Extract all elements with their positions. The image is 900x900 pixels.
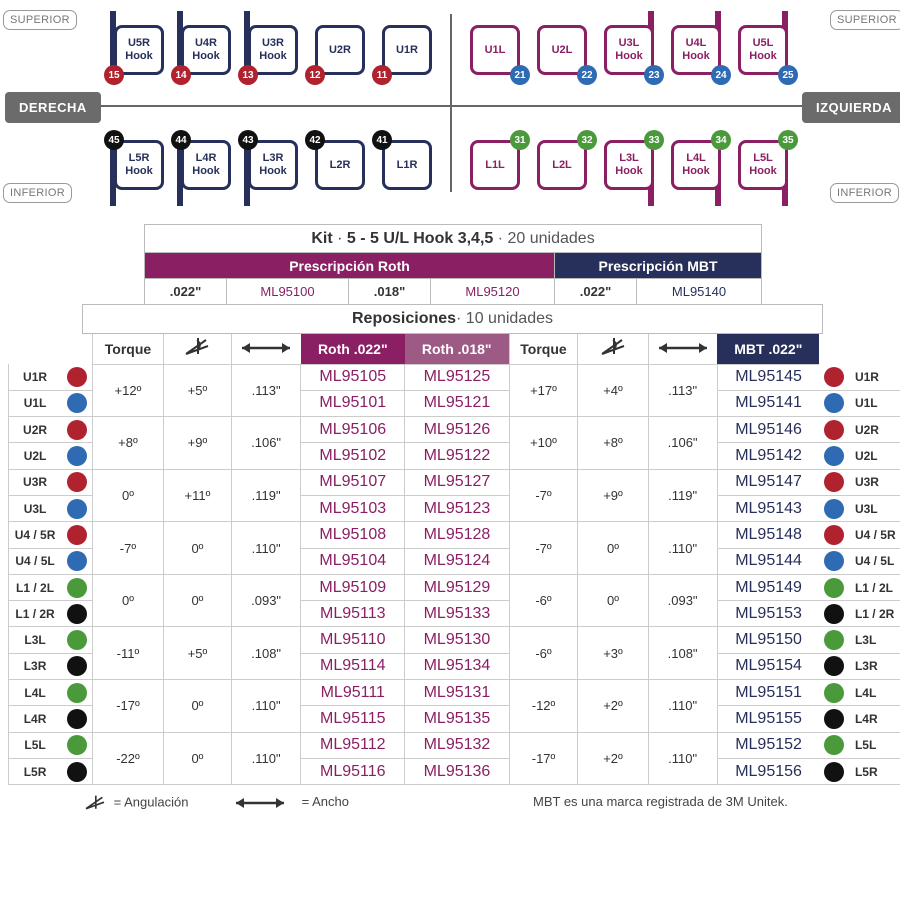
tooth-code: L5L [753, 152, 773, 164]
tooth-label: L5L [849, 732, 900, 758]
angulation2-value: +3º [578, 627, 648, 680]
roth-022-code: ML95102 [301, 443, 405, 469]
color-dot-cell [61, 758, 92, 784]
tooth-number-badge: 44 [171, 130, 191, 150]
color-dot-cell [819, 732, 849, 758]
vertical-axis [450, 14, 452, 192]
superior-tag-left: SUPERIOR [3, 10, 77, 30]
color-dot-cell [819, 522, 849, 548]
color-dot-cell [819, 469, 849, 495]
roth-022-code: ML95113 [301, 601, 405, 627]
width-value: .110" [232, 680, 301, 733]
torque-value: -11º [93, 627, 164, 680]
tooth-number-badge: 14 [171, 65, 191, 85]
table-row [9, 732, 900, 758]
width2-value: .119" [648, 469, 717, 522]
roth-018-code: ML95130 [405, 627, 509, 653]
color-dot-cell [61, 495, 92, 521]
tooth-label: U3L [849, 495, 900, 521]
superior-tag-right: SUPERIOR [830, 10, 900, 30]
color-dot-cell [819, 574, 849, 600]
roth-022-code: ML95112 [301, 732, 405, 758]
color-dot-cell [819, 680, 849, 706]
tooth-hook-label: Hook [192, 50, 220, 62]
roth-022-code: ML95106 [301, 417, 405, 443]
mbt-022-code: ML95149 [717, 574, 819, 600]
mbt-022-code: ML95152 [717, 732, 819, 758]
tooth-number-badge: 34 [711, 130, 731, 150]
table-row [9, 627, 900, 653]
color-dot [824, 472, 844, 492]
width2-icon [648, 334, 717, 364]
roth-018-code: ML95126 [405, 417, 509, 443]
roth-018-code: ML95128 [405, 522, 509, 548]
roth-018-code: ML95121 [405, 390, 509, 416]
angulation-value: +5º [163, 627, 231, 680]
mbt-trademark-note: MBT es una marca registrada de 3M Unitek. [533, 794, 788, 809]
torque2-value: +10º [509, 417, 578, 470]
color-dot [67, 525, 87, 545]
tooth-l2r [315, 140, 365, 190]
tooth-number-badge: 42 [305, 130, 325, 150]
roth-018-code: ML95122 [405, 443, 509, 469]
torque-value: +12º [93, 364, 164, 417]
tooth-label: L3L [849, 627, 900, 653]
tooth-label: L1 / 2L [9, 574, 62, 600]
kit-title: Kit · 5 - 5 U/L Hook 3,4,5 · 20 unidades [145, 225, 762, 253]
torque2-value: -6º [509, 627, 578, 680]
torque2-value: -7º [509, 522, 578, 575]
torque2-value: +17º [509, 364, 578, 417]
tooth-label: U4 / 5L [9, 548, 62, 574]
roth-022-code: ML95111 [301, 680, 405, 706]
tooth-label: U3R [9, 469, 62, 495]
tooth-code: L1R [396, 158, 418, 171]
tooth-label: L1 / 2R [849, 601, 900, 627]
table-row [9, 364, 900, 390]
color-dot [824, 762, 844, 782]
color-dot [824, 525, 844, 545]
kit-slot: .018" [349, 279, 431, 305]
tooth-l4r [181, 140, 231, 190]
width2-value: .110" [648, 732, 717, 785]
tooth-label: U1R [849, 364, 900, 390]
table-row [9, 522, 900, 548]
mbt-022-code: ML95154 [717, 653, 819, 679]
tooth-number-badge: 31 [510, 130, 530, 150]
tooth-code: L4R [195, 152, 217, 164]
width-value: .119" [232, 469, 301, 522]
color-dot-cell [819, 495, 849, 521]
tooth-number-badge: 43 [238, 130, 258, 150]
color-dot [67, 420, 87, 440]
mbt-022-code: ML95150 [717, 627, 819, 653]
color-dot-cell [61, 548, 92, 574]
tooth-label: U1L [849, 390, 900, 416]
color-dot-cell [61, 706, 92, 732]
tooth-code: L2R [329, 158, 351, 171]
tooth-label: U1R [9, 364, 62, 390]
tooth-hook-label: Hook [682, 50, 710, 62]
roth-018-code: ML95127 [405, 469, 509, 495]
color-dot [67, 709, 87, 729]
roth-018-code: ML95124 [405, 548, 509, 574]
angulation2-icon [578, 334, 648, 364]
roth-022-code: ML95109 [301, 574, 405, 600]
angulation2-value: +2º [578, 680, 648, 733]
tooth-hook-label: Hook [682, 165, 710, 177]
tooth-hook-label: Hook [192, 165, 220, 177]
kit-code: ML95100 [227, 279, 349, 305]
angulation-value: +9º [163, 417, 231, 470]
roth-022-code: ML95116 [301, 758, 405, 784]
tooth-label: U2R [849, 417, 900, 443]
color-dot-cell [819, 417, 849, 443]
tooth-number-badge: 24 [711, 65, 731, 85]
width-value: .110" [232, 732, 301, 785]
tooth-hook-label: Hook [749, 165, 777, 177]
kit-code: ML95140 [637, 279, 762, 305]
angulation-icon [163, 334, 231, 364]
color-dot [67, 578, 87, 598]
kit-code: ML95120 [431, 279, 555, 305]
torque-value: 0º [93, 574, 164, 627]
color-dot [824, 499, 844, 519]
angulation2-value: +8º [578, 417, 648, 470]
mbt-022-code: ML95147 [717, 469, 819, 495]
tooth-label: L5R [849, 758, 900, 784]
color-dot-cell [61, 469, 92, 495]
color-dot [67, 551, 87, 571]
inferior-tag-left: INFERIOR [3, 183, 72, 203]
torque-value: -7º [93, 522, 164, 575]
roth-022-code: ML95110 [301, 627, 405, 653]
roth-018-code: ML95131 [405, 680, 509, 706]
color-dot [824, 551, 844, 571]
tooth-number-badge: 22 [577, 65, 597, 85]
color-dot-cell [819, 390, 849, 416]
torque2-value: -7º [509, 469, 578, 522]
tooth-l3r [248, 140, 298, 190]
mbt-022-header: MBT .022" [717, 334, 819, 364]
mbt-022-code: ML95142 [717, 443, 819, 469]
tooth-label: U1L [9, 390, 62, 416]
color-dot [824, 420, 844, 440]
torque2-header: Torque [509, 334, 578, 364]
color-dot-cell [61, 653, 92, 679]
tooth-hook-label: Hook [125, 50, 153, 62]
mbt-022-code: ML95144 [717, 548, 819, 574]
mbt-022-code: ML95148 [717, 522, 819, 548]
tooth-code: U5L [752, 37, 774, 49]
tooth-label: L1 / 2R [9, 601, 62, 627]
tooth-code: U2R [328, 43, 351, 56]
tooth-number-badge: 13 [238, 65, 258, 85]
tooth-code: L1L [485, 158, 505, 171]
tooth-label: L5L [9, 732, 62, 758]
color-dot [824, 604, 844, 624]
color-dot-cell [819, 627, 849, 653]
tooth-label: U4 / 5R [9, 522, 62, 548]
tooth-l5r [114, 140, 164, 190]
roth-018-code: ML95134 [405, 653, 509, 679]
roth-018-code: ML95136 [405, 758, 509, 784]
mbt-022-code: ML95146 [717, 417, 819, 443]
tooth-number-badge: 21 [510, 65, 530, 85]
width2-value: .110" [648, 680, 717, 733]
mbt-022-code: ML95151 [717, 680, 819, 706]
color-dot-cell [819, 443, 849, 469]
tooth-label: U3R [849, 469, 900, 495]
color-dot [67, 656, 87, 676]
tooth-code: U2L [551, 43, 573, 56]
torque-value: 0º [93, 469, 164, 522]
color-dot [67, 683, 87, 703]
tooth-label: U2L [9, 443, 62, 469]
roth-022-code: ML95105 [301, 364, 405, 390]
tooth-number-badge: 15 [104, 65, 124, 85]
angulation-legend: = Angulación [80, 794, 188, 812]
tooth-label: L4L [849, 680, 900, 706]
tooth-number-badge: 35 [778, 130, 798, 150]
tooth-label: U4 / 5R [849, 522, 900, 548]
width-value: .106" [232, 417, 301, 470]
table-row [9, 417, 900, 443]
roth-022-header: Roth .022" [301, 334, 405, 364]
tooth-code: L5R [128, 152, 150, 164]
width2-value: .093" [648, 574, 717, 627]
width-value: .113" [232, 364, 301, 417]
roth-022-code: ML95108 [301, 522, 405, 548]
tooth-number-badge: 25 [778, 65, 798, 85]
roth-018-code: ML95123 [405, 495, 509, 521]
kit-table [144, 224, 762, 305]
tooth-code: U1R [395, 43, 418, 56]
tooth-code: U1L [484, 43, 506, 56]
color-dot-cell [61, 627, 92, 653]
color-dot [824, 367, 844, 387]
tooth-number-badge: 41 [372, 130, 392, 150]
color-dot [824, 656, 844, 676]
roth-prescription-header: Prescripción Roth [145, 253, 555, 279]
roth-018-code: ML95135 [405, 706, 509, 732]
roth-022-code: ML95101 [301, 390, 405, 416]
tooth-code: U4R [194, 37, 217, 49]
tooth-label: L4R [9, 706, 62, 732]
color-dot [824, 735, 844, 755]
angulation2-value: +2º [578, 732, 648, 785]
torque2-value: -17º [509, 732, 578, 785]
mbt-022-code: ML95141 [717, 390, 819, 416]
tooth-label: L1 / 2L [849, 574, 900, 600]
table-row [9, 469, 900, 495]
tooth-label: L4L [9, 680, 62, 706]
izquierda-label: IZQUIERDA [802, 92, 900, 123]
color-dot [67, 630, 87, 650]
kit-slot: .022" [555, 279, 637, 305]
angulation2-value: 0º [578, 522, 648, 575]
width-value: .108" [232, 627, 301, 680]
torque-value: -17º [93, 680, 164, 733]
color-dot [824, 683, 844, 703]
color-dot [67, 446, 87, 466]
tooth-number-badge: 32 [577, 130, 597, 150]
color-dot-cell [61, 390, 92, 416]
angulation-value: 0º [163, 574, 231, 627]
width2-value: .106" [648, 417, 717, 470]
color-dot-cell [61, 732, 92, 758]
color-dot-cell [61, 680, 92, 706]
mbt-prescription-header: Prescripción MBT [555, 253, 762, 279]
color-dot [67, 604, 87, 624]
width-legend-icon [230, 797, 290, 809]
tooth-number-badge: 33 [644, 130, 664, 150]
tooth-label: L3R [9, 653, 62, 679]
color-dot [67, 393, 87, 413]
color-dot-cell [819, 548, 849, 574]
width-value: .093" [232, 574, 301, 627]
width2-value: .113" [648, 364, 717, 417]
tooth-code: L4L [686, 152, 706, 164]
mbt-022-code: ML95143 [717, 495, 819, 521]
table-row [9, 680, 900, 706]
roth-022-code: ML95107 [301, 469, 405, 495]
tooth-number-badge: 23 [644, 65, 664, 85]
tooth-label: U4 / 5L [849, 548, 900, 574]
tooth-hook-label: Hook [259, 165, 287, 177]
derecha-label: DERECHA [5, 92, 101, 123]
width-value: .110" [232, 522, 301, 575]
width2-value: .108" [648, 627, 717, 680]
roth-022-code: ML95114 [301, 653, 405, 679]
angulation-legend-icon [80, 794, 110, 812]
angulation-value: 0º [163, 522, 231, 575]
tooth-number-badge: 12 [305, 65, 325, 85]
color-dot-cell [61, 443, 92, 469]
roth-022-code: ML95103 [301, 495, 405, 521]
width2-value: .110" [648, 522, 717, 575]
color-dot [824, 709, 844, 729]
color-dot [824, 393, 844, 413]
color-dot-cell [819, 653, 849, 679]
color-dot-cell [819, 364, 849, 390]
mbt-022-code: ML95153 [717, 601, 819, 627]
tooth-label: U2L [849, 443, 900, 469]
torque-header: Torque [93, 334, 164, 364]
tooth-label: L3R [849, 653, 900, 679]
tooth-hook-label: Hook [615, 50, 643, 62]
tooth-l1r [382, 140, 432, 190]
color-dot [67, 735, 87, 755]
kit-slot: .022" [145, 279, 227, 305]
color-dot [67, 367, 87, 387]
color-dot-cell [61, 417, 92, 443]
reposiciones-title: Reposiciones · 10 unidades [82, 304, 823, 334]
tooth-code: L3R [262, 152, 284, 164]
color-dot [67, 762, 87, 782]
header-row [9, 334, 900, 364]
color-dot-cell [819, 706, 849, 732]
color-dot [824, 578, 844, 598]
tooth-code: L3L [619, 152, 639, 164]
tooth-label: L3L [9, 627, 62, 653]
angulation-value: 0º [163, 732, 231, 785]
tooth-label: L4R [849, 706, 900, 732]
tooth-code: U3L [618, 37, 640, 49]
angulation2-value: +4º [578, 364, 648, 417]
roth-018-code: ML95132 [405, 732, 509, 758]
tooth-hook-label: Hook [615, 165, 643, 177]
tooth-code: U3R [261, 37, 284, 49]
reposiciones-table [8, 334, 900, 785]
color-dot-cell [61, 522, 92, 548]
torque2-value: -6º [509, 574, 578, 627]
roth-018-header: Roth .018" [405, 334, 509, 364]
torque-value: -22º [93, 732, 164, 785]
color-dot-cell [61, 601, 92, 627]
color-dot [824, 446, 844, 466]
color-dot [824, 630, 844, 650]
mbt-022-code: ML95156 [717, 758, 819, 784]
tooth-code: L2L [552, 158, 572, 171]
roth-018-code: ML95133 [405, 601, 509, 627]
tooth-label: U3L [9, 495, 62, 521]
table-row [9, 574, 900, 600]
angulation2-value: +9º [578, 469, 648, 522]
tooth-hook-label: Hook [259, 50, 287, 62]
color-dot [67, 499, 87, 519]
color-dot [67, 472, 87, 492]
mbt-022-code: ML95145 [717, 364, 819, 390]
roth-022-code: ML95104 [301, 548, 405, 574]
torque-value: +8º [93, 417, 164, 470]
width-legend: = Ancho [230, 794, 349, 809]
torque2-value: -12º [509, 680, 578, 733]
tooth-number-badge: 45 [104, 130, 124, 150]
angulation2-value: 0º [578, 574, 648, 627]
angulation-value: 0º [163, 680, 231, 733]
color-dot-cell [819, 758, 849, 784]
color-dot-cell [819, 601, 849, 627]
tooth-number-badge: 11 [372, 65, 392, 85]
tooth-code: U5R [127, 37, 150, 49]
roth-018-code: ML95125 [405, 364, 509, 390]
roth-018-code: ML95129 [405, 574, 509, 600]
angulation-value: +11º [163, 469, 231, 522]
inferior-tag-right: INFERIOR [830, 183, 899, 203]
tooth-hook-label: Hook [749, 50, 777, 62]
tooth-hook-label: Hook [125, 165, 153, 177]
angulation-value: +5º [163, 364, 231, 417]
tooth-label: L5R [9, 758, 62, 784]
width-icon [232, 334, 301, 364]
color-dot-cell [61, 364, 92, 390]
color-dot-cell [61, 574, 92, 600]
roth-022-code: ML95115 [301, 706, 405, 732]
mbt-022-code: ML95155 [717, 706, 819, 732]
tooth-code: U4L [685, 37, 707, 49]
tooth-label: U2R [9, 417, 62, 443]
